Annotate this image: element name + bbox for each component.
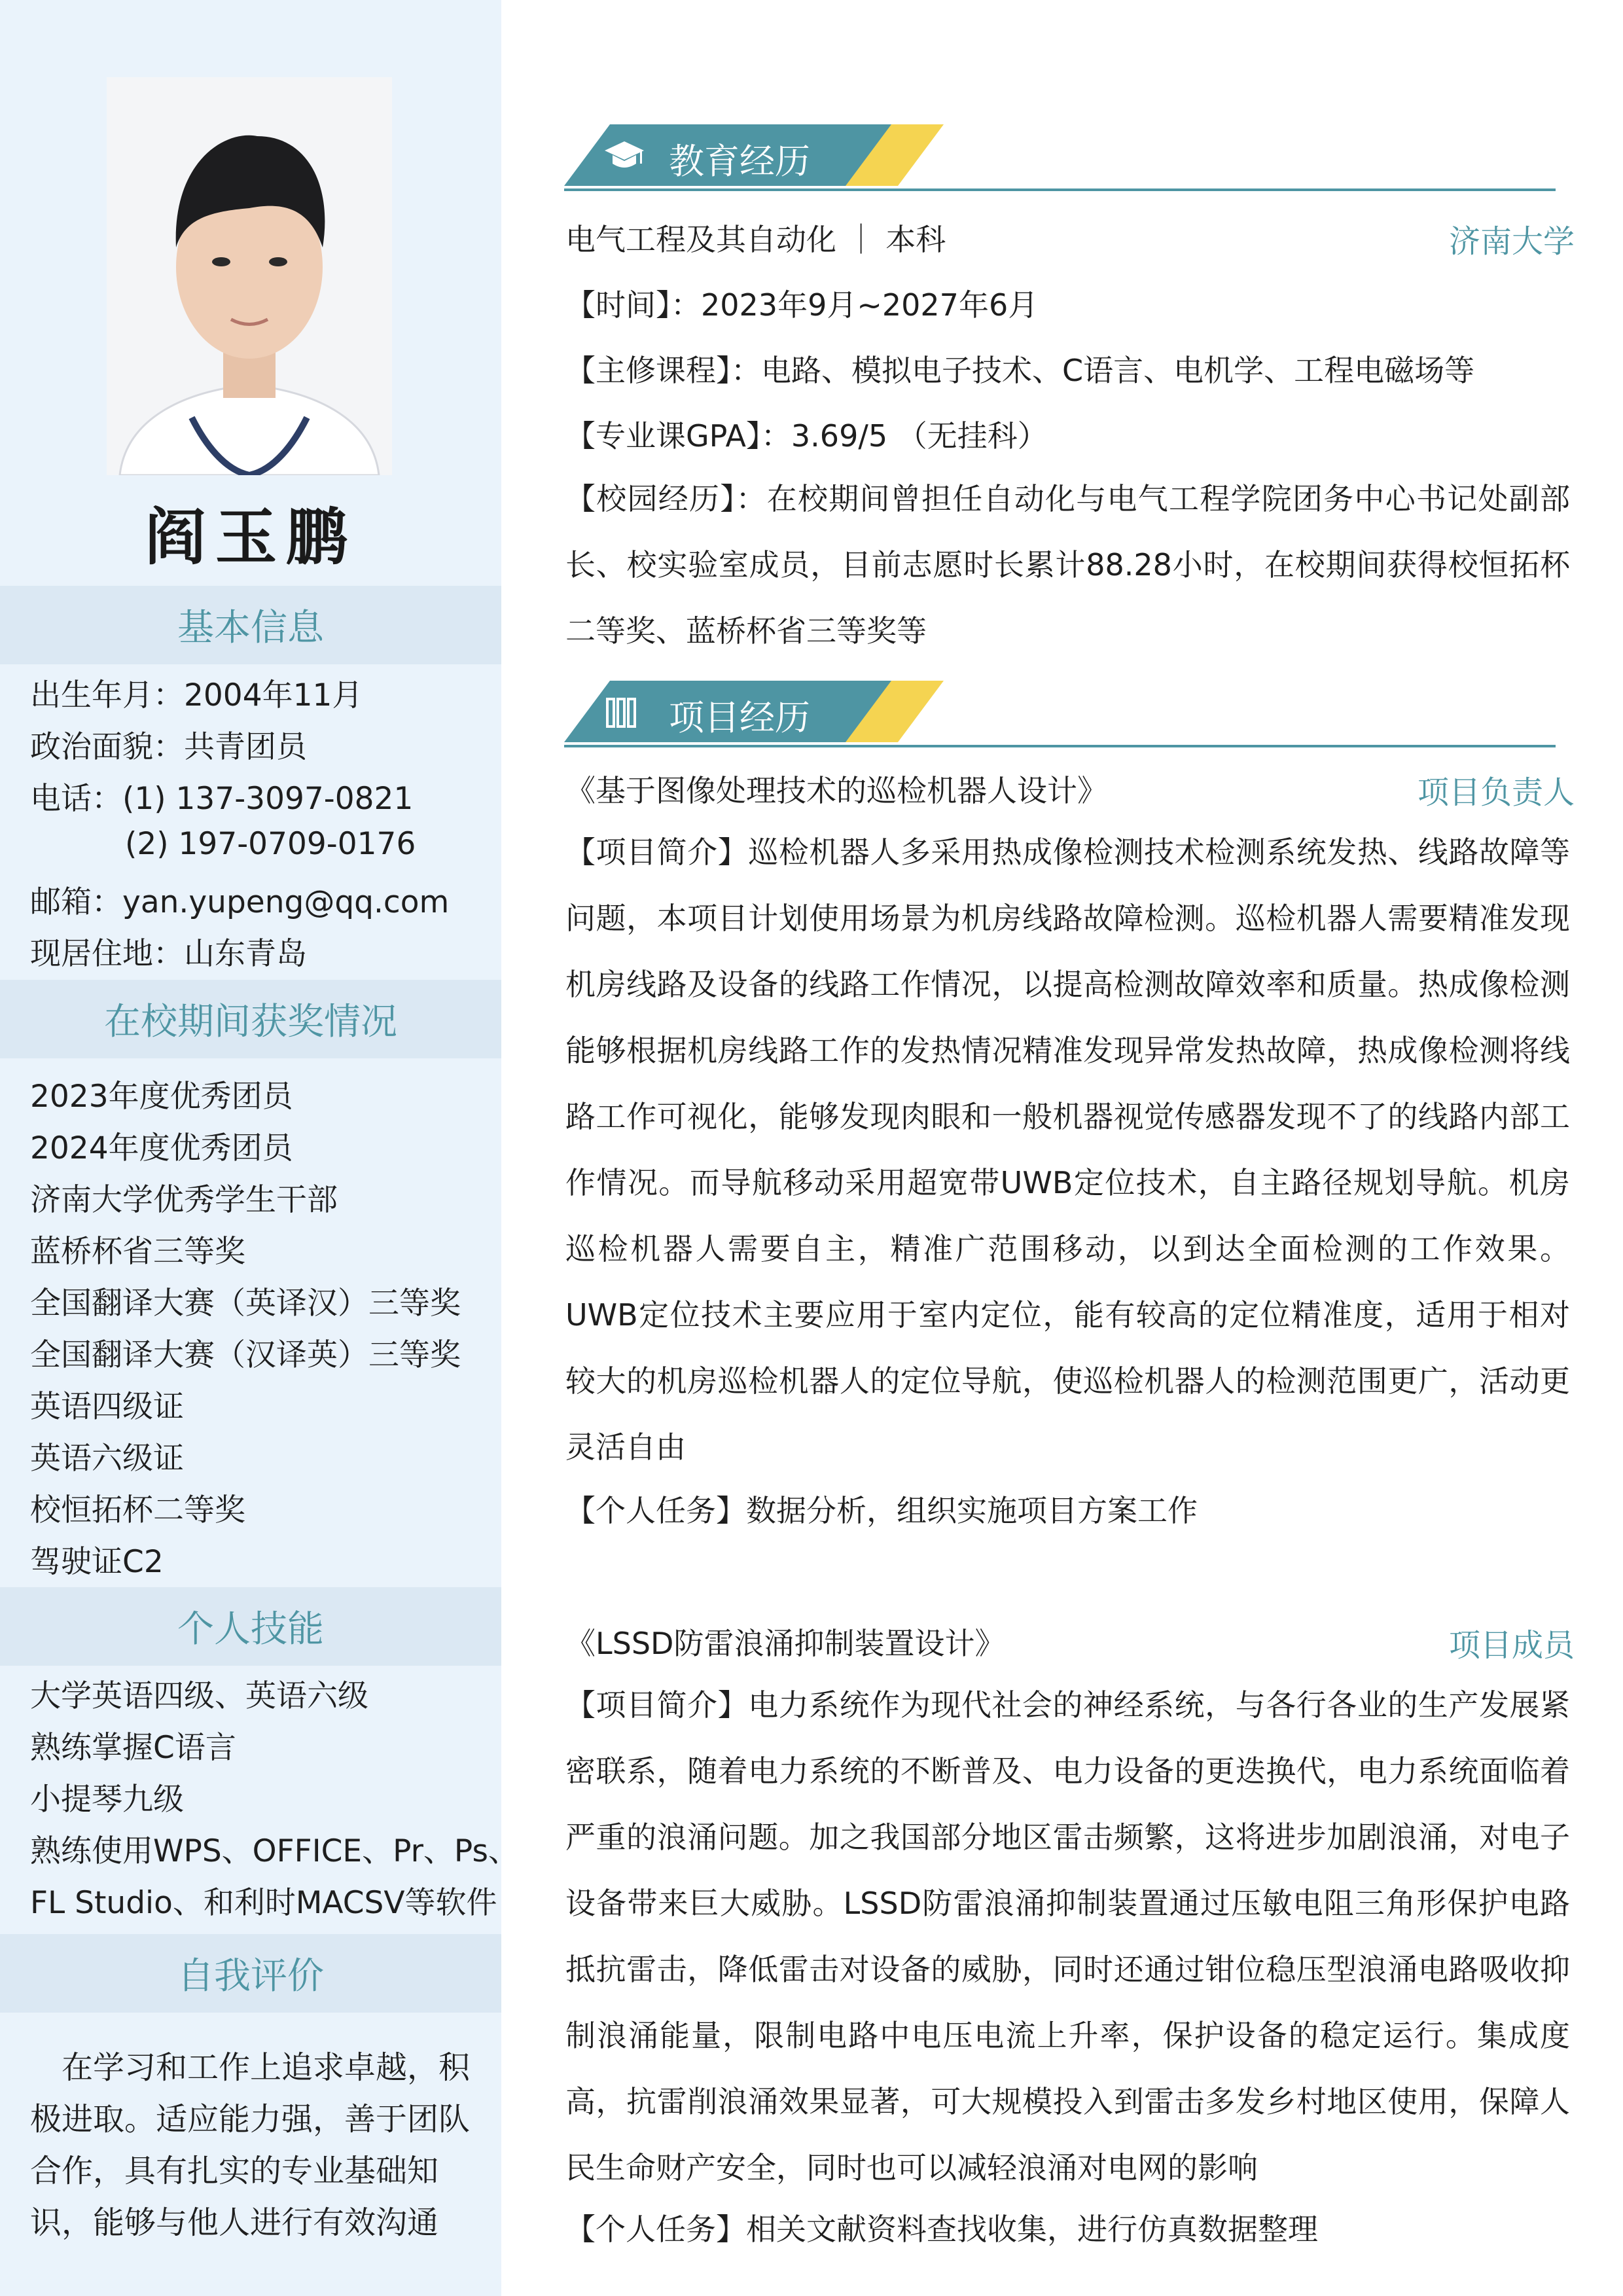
political-status: 政治面貌：共青团员 <box>30 729 307 765</box>
education-major: 电气工程及其自动化 ｜ 本科 <box>565 222 946 257</box>
skills-heading: 个人技能 <box>0 1587 501 1666</box>
books-icon <box>603 695 645 729</box>
project-intro: 【项目简介】巡检机器人多采用热成像检测技术检测系统发热、线路故障等问题，本项目计划使用场景为机房线路故障检测。巡检机器人需要精准发现机房线路及设备的线路工作情况，以提高检测故障效率和质量。热成像检测能够根据机房线路工作的发热情况精准发现异常发热故障，热成像检测将线路工作可视化，能够发现肉眼和一般机器视觉传感器发现不了的线路内部工作情况。而导航移动采用超宽带UWB定位技术，自主路径规划导航。机房巡检机器人需要自主，精准广范围移动，以到达全面检测的工作效果。UWB定位技术主要应用于室内定位，能有较高的定位精准度，适用于相对较大的机房巡检机器人的定位导航，使巡检机器人的检测范围更广，活动更灵活自由 <box>565 834 1570 1465</box>
award-item: 2024年度优秀团员 <box>30 1130 293 1166</box>
project-task: 【个人任务】数据分析，组织实施项目方案工作 <box>565 1493 1198 1528</box>
birth-date: 出生年月：2004年11月 <box>30 677 363 713</box>
education-heading: 教育经历 <box>669 141 810 182</box>
self-eval-heading: 自我评价 <box>0 1934 501 2013</box>
skill-item: 小提琴九级 <box>30 1782 184 1818</box>
award-item: 蓝桥杯省三等奖 <box>30 1234 245 1270</box>
graduation-cap-icon <box>603 139 645 173</box>
project-role: 项目负责人 <box>1417 774 1575 811</box>
education-courses: 【主修课程】：电路、模拟电子技术、C语言、电机学、工程电磁场等 <box>565 353 1475 388</box>
projects-banner <box>564 681 1559 749</box>
award-item: 全国翻译大赛（英译汉）三等奖 <box>30 1285 461 1321</box>
profile-photo <box>107 77 392 475</box>
award-item: 校恒拓杯二等奖 <box>30 1492 245 1528</box>
residence: 现居住地：山东青岛 <box>30 936 307 972</box>
sidebar <box>0 0 519 2296</box>
education-banner <box>564 124 1559 192</box>
project-title: 《LSSD防雷浪涌抑制装置设计》 <box>565 1626 1005 1661</box>
project-task: 【个人任务】相关文献资料查找收集，进行仿真数据整理 <box>565 2212 1318 2247</box>
education-school: 济南大学 <box>1448 223 1575 260</box>
skill-item: 熟练掌握C语言 <box>30 1730 236 1766</box>
award-item: 驾驶证C2 <box>30 1544 164 1580</box>
self-eval-text: 在学习和工作上追求卓越，积极进取。适应能力强，善于团队合作，具有扎实的专业基础知识，能够与他人进行有效沟通 <box>30 2049 471 2241</box>
education-gpa: 【专业课GPA】：3.69/5 （无挂科） <box>565 418 1048 454</box>
project-intro: 【项目简介】电力系统作为现代社会的神经系统，与各行各业的生产发展紧密联系，随着电力系统的不断普及、电力设备的更迭换代，电力系统面临着严重的浪涌问题。加之我国部分地区雷击频繁，这将进步加剧浪涌，对电子设备带来巨大威胁。LSSD防雷浪涌抑制装置通过压敏电阻三角形保护电路抵抗雷击，降低雷击对设备的威胁，同时还通过钳位稳压型浪涌电路吸收抑制浪涌能量，限制电路中电压电流上升率，保护设备的稳定运行。集成度高，抗雷削浪涌效果显著，可大规模投入到雷击多发乡村地区使用，保障人民生命财产安全，同时也可以减轻浪涌对电网的影响 <box>565 1687 1570 2185</box>
email[interactable]: 邮箱：yan.yupeng@qq.com <box>30 884 450 920</box>
education-campus: 【校园经历】：在校期间曾担任自动化与电气工程学院团务中心书记处副部长、校实验室成员，目前志愿时长累计88.28小时，在校期间获得校恒拓杯二等奖、蓝桥杯省三等奖等 <box>565 481 1570 649</box>
award-item: 全国翻译大赛（汉译英）三等奖 <box>30 1337 461 1373</box>
award-item: 英语四级证 <box>30 1389 184 1425</box>
education-time: 【时间】：2023年9月~2027年6月 <box>565 287 1039 323</box>
person-name: 阎玉鹏 <box>144 502 357 573</box>
basic-info-heading: 基本信息 <box>0 586 501 664</box>
awards-heading: 在校期间获奖情况 <box>0 980 501 1058</box>
project-role: 项目成员 <box>1448 1627 1575 1664</box>
award-item: 英语六级证 <box>30 1441 184 1477</box>
phone-secondary: (2) 197-0709-0176 <box>125 826 416 862</box>
award-item: 济南大学优秀学生干部 <box>30 1182 338 1218</box>
phone-primary: 电话：(1) 137-3097-0821 <box>30 781 414 817</box>
skill-item: 熟练使用WPS、OFFICE、Pr、Ps、 <box>30 1833 519 1869</box>
award-item: 2023年度优秀团员 <box>30 1079 293 1115</box>
skill-item: FL Studio、和利时MACSV等软件 <box>30 1885 497 1921</box>
skill-item: 大学英语四级、英语六级 <box>30 1678 368 1714</box>
project-title: 《基于图像处理技术的巡检机器人设计》 <box>565 773 1107 808</box>
projects-heading: 项目经历 <box>669 697 810 738</box>
